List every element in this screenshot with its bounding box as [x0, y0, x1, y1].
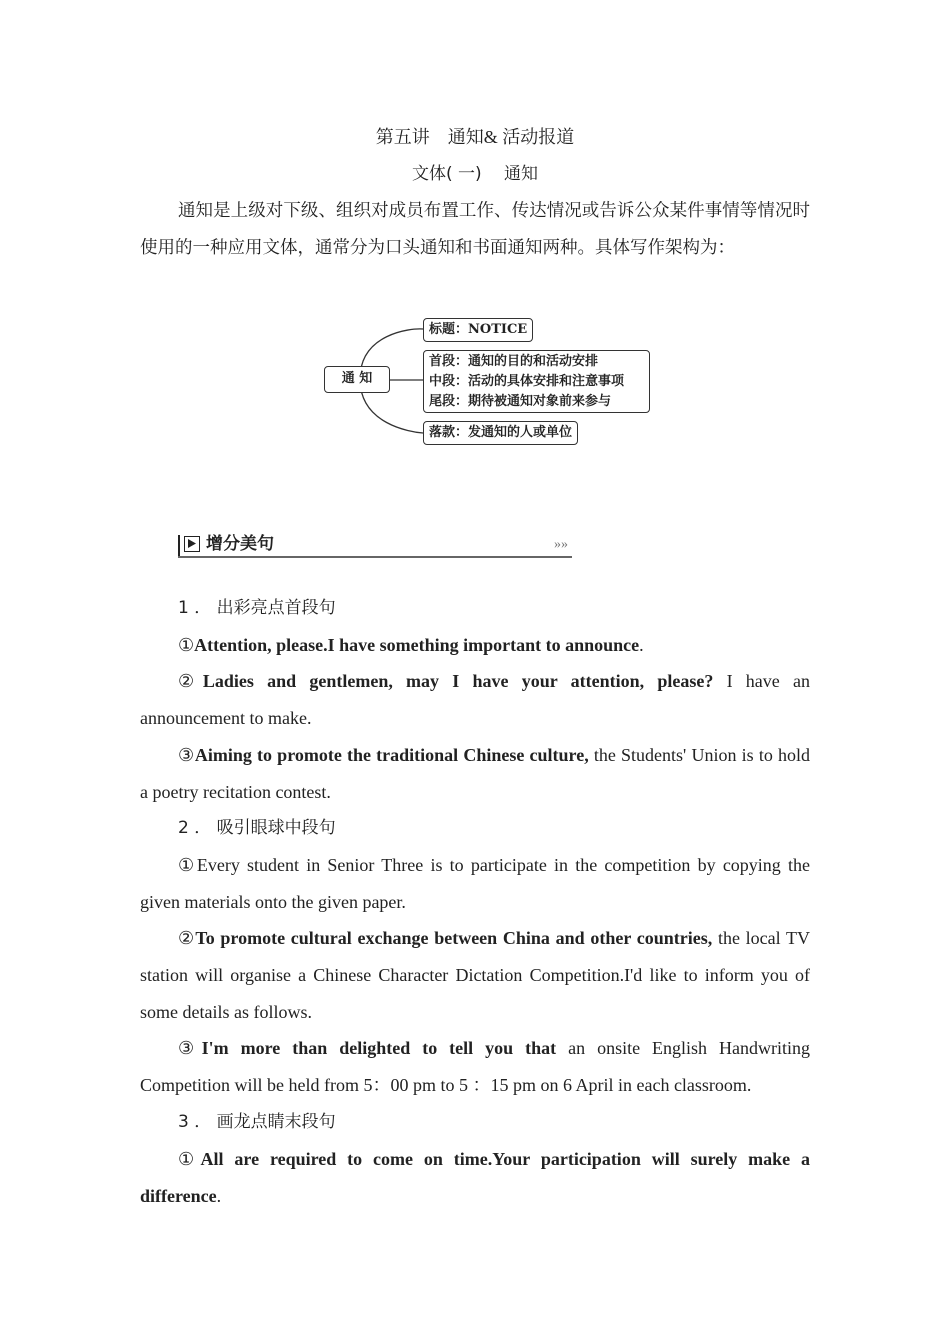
section-title: 文体( 一) 通知 — [411, 164, 539, 184]
diagram-title-box: 标题：NOTICE — [423, 318, 533, 342]
item-text: . — [639, 635, 644, 655]
section-banner — [178, 532, 572, 558]
item-text: I have an announcement to make. — [140, 671, 810, 728]
item-bold-text: Ladies and gentlemen, may I have your attention, please? — [202, 671, 714, 691]
item-text: . — [216, 1186, 222, 1206]
diagram-root-box: 通 知 — [324, 366, 390, 393]
section-heading: 3 ． 画龙点睛末段句 — [178, 1112, 336, 1132]
section-heading: 2 ． 吸引眼球中段句 — [178, 818, 336, 838]
sentence-item — [140, 663, 810, 737]
sentence-item — [140, 737, 810, 811]
item-bold-text: Aiming to promote the traditional Chinese culture, — [194, 745, 589, 765]
diagram-body-line: 尾段：期待被通知对象前来参与 — [429, 394, 612, 409]
notice-structure-diagram — [320, 314, 660, 450]
intro-paragraph: 通知是上级对下级、组织对成员布置工作、传达情况或告诉公众某件事情等情况时使用的一种应用文体，通常分为口头通知和书面通知两种。具体写作架构为： — [140, 201, 810, 258]
sentence-item — [140, 627, 810, 664]
banner-chevrons: »» — [554, 537, 568, 552]
item-number: ③ — [178, 1038, 202, 1058]
item-text: Every student in Senior Three is to participate in the competition by copying the given materials onto the given paper. — [140, 855, 811, 912]
diagram-body-box — [423, 350, 650, 413]
item-text: the local TV station will organise a Chinese Character Dictation Competition.I'd like to inform you of some details as follows. — [140, 928, 811, 1022]
banner-label: 增分美句 — [206, 534, 274, 554]
diagram-body-line: 中段：活动的具体安排和注意事项 — [429, 374, 625, 389]
item-number: ① — [178, 855, 197, 875]
item-text: the Students' Union is to hold a poetry recitation contest. — [140, 745, 811, 802]
banner-left-bar — [178, 535, 180, 556]
item-number: ② — [178, 928, 196, 948]
item-bold-text: To promote cultural exchange between China and other countries, — [195, 928, 713, 948]
sentence-item — [140, 847, 810, 921]
item-number: ② — [178, 671, 203, 691]
item-bold-text: Attention, please.I have something important to announce — [194, 635, 640, 655]
sentence-item — [140, 1030, 810, 1104]
item-text: an onsite English Handwriting Competition will be held from 5：00 pm to 5 ：15 pm on 6 April in each classroom. — [140, 1038, 810, 1095]
diagram-body-line: 首段：通知的目的和活动安排 — [429, 354, 599, 369]
lecture-title: 第五讲 通知& 活动报道 — [375, 127, 575, 147]
section-heading: 1 ． 出彩亮点首段句 — [178, 598, 336, 618]
sentence-item — [140, 1141, 810, 1215]
banner-underline — [178, 556, 572, 558]
item-number: ① — [178, 635, 195, 655]
diagram-signature-box: 落款：发通知的人或单位 — [423, 421, 578, 445]
item-bold-text: All are required to come on time.Your participation will surely make a difference — [140, 1149, 811, 1206]
item-number: ③ — [178, 745, 195, 765]
item-bold-text: I'm more than delighted to tell you that — [201, 1038, 557, 1058]
item-number: ① — [178, 1149, 201, 1169]
sentence-item — [140, 920, 810, 1031]
play-icon — [184, 536, 200, 552]
